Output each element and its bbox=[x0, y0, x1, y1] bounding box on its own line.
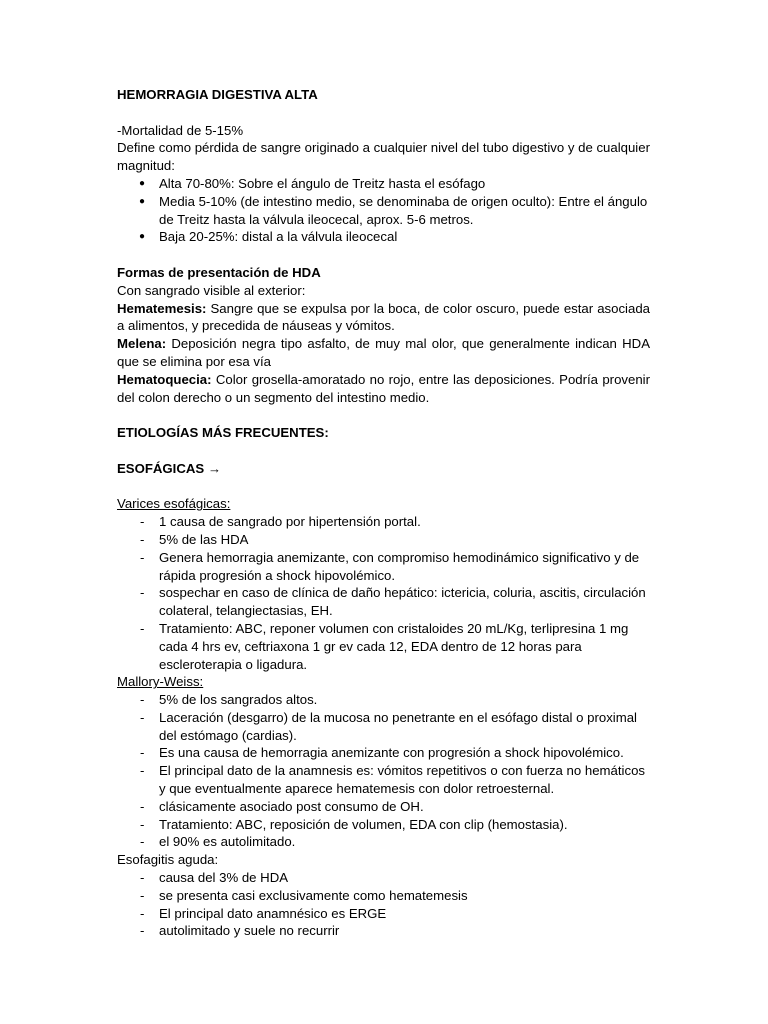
melena-paragraph bbox=[117, 335, 650, 371]
hematoquecia-paragraph bbox=[117, 371, 650, 407]
list-item: - El principal dato anamnésico es ERGE bbox=[117, 905, 650, 923]
list-item: - sospechar en caso de clínica de daño hepático: ictericia, coluria, ascitis, circulación colateral, telangiectasias, EH. bbox=[117, 584, 650, 620]
list-item: ● Media 5-10% (de intestino medio, se denominaba de origen oculto): Entre el ángulo de Treitz hasta la válvula ileocecal, aprox. 5-6 metros. bbox=[117, 193, 650, 229]
list-item: - autolimitado y suele no recurrir bbox=[117, 922, 650, 940]
term-label: Hematoquecia: bbox=[117, 371, 212, 387]
list-item: - Tratamiento: ABC, reponer volumen con cristaloides 20 mL/Kg, terlipresina 1 mg cada 4 hrs ev, ceftriaxona 1 gr ev cada 12, EDA dentro de 12 horas para escleroterapia o ligadura. bbox=[117, 620, 650, 673]
term-description: Color grosella-amoratado no rojo, entre las deposiciones. Podría provenir del colon derecho o un segmento del intestino medio. bbox=[117, 371, 650, 405]
varices-heading: Varices esofágicas: bbox=[117, 496, 231, 512]
presentation-heading: Formas de presentación de HDA bbox=[117, 264, 321, 280]
etiologies-heading: ETIOLOGÍAS MÁS FRECUENTES: bbox=[117, 425, 329, 441]
list-item: - 5% de los sangrados altos. bbox=[117, 691, 650, 709]
list-item: ● Alta 70-80%: Sobre el ángulo de Treitz hasta el esófago bbox=[117, 175, 650, 193]
esofagitis-heading: Esofagitis aguda: bbox=[117, 852, 219, 868]
list-item: - Genera hemorragia anemizante, con compromiso hemodinámico significativo y de rápida progresión a shock hipovolémico. bbox=[117, 549, 650, 585]
hematemesis-paragraph bbox=[117, 300, 650, 336]
list-item: - Laceración (desgarro) de la mucosa no penetrante en el esófago distal o proximal del estómago (cardias). bbox=[117, 709, 650, 745]
presentation-subheading: Con sangrado visible al exterior: bbox=[117, 282, 306, 298]
esophageal-heading: ESOFÁGICAS → bbox=[117, 460, 222, 476]
list-item: ● Baja 20-25%: distal a la válvula ileocecal bbox=[117, 228, 650, 246]
document-body bbox=[117, 86, 650, 940]
mallory-weiss-list bbox=[117, 691, 650, 851]
term-label: Melena: bbox=[117, 336, 167, 352]
list-item: - causa del 3% de HDA bbox=[117, 869, 650, 887]
list-item: - el 90% es autolimitado. bbox=[117, 833, 650, 851]
mortality-line: -Mortalidad de 5-15% bbox=[117, 122, 244, 138]
term-description: Sangre que se expulsa por la boca, de color oscuro, puede estar asociada a alimentos, y precedida de náuseas y vómitos. bbox=[117, 300, 650, 334]
list-item: - 5% de las HDA bbox=[117, 531, 650, 549]
list-item: - Tratamiento: ABC, reposición de volumen, EDA con clip (hemostasia). bbox=[117, 816, 650, 834]
term-label: Hematemesis: bbox=[117, 300, 207, 316]
list-item: - 1 causa de sangrado por hipertensión portal. bbox=[117, 513, 650, 531]
term-description: Deposición negra tipo asfalto, de muy mal olor, que generalmente indican HDA que se elimina por esa vía bbox=[117, 336, 650, 369]
list-item: - se presenta casi exclusivamente como hematemesis bbox=[117, 887, 650, 905]
bleeding-levels-list bbox=[117, 175, 650, 246]
definition-paragraph: Define como pérdida de sangre originado a cualquier nivel del tubo digestivo y de cualquier magnitud: bbox=[117, 140, 650, 174]
esofagitis-list bbox=[117, 869, 650, 940]
list-item: - clásicamente asociado post consumo de OH. bbox=[117, 798, 650, 816]
list-item: - Es una causa de hemorragia anemizante con progresión a shock hipovolémico. bbox=[117, 744, 650, 762]
mallory-weiss-heading: Mallory-Weiss: bbox=[117, 674, 204, 690]
varices-list bbox=[117, 513, 650, 673]
document-title: HEMORRAGIA DIGESTIVA ALTA bbox=[117, 87, 318, 102]
list-item: - El principal dato de la anamnesis es: vómitos repetitivos o con fuerza no hemáticos y que eventualmente aparece hematemesis con dolor retroesternal. bbox=[117, 762, 650, 798]
